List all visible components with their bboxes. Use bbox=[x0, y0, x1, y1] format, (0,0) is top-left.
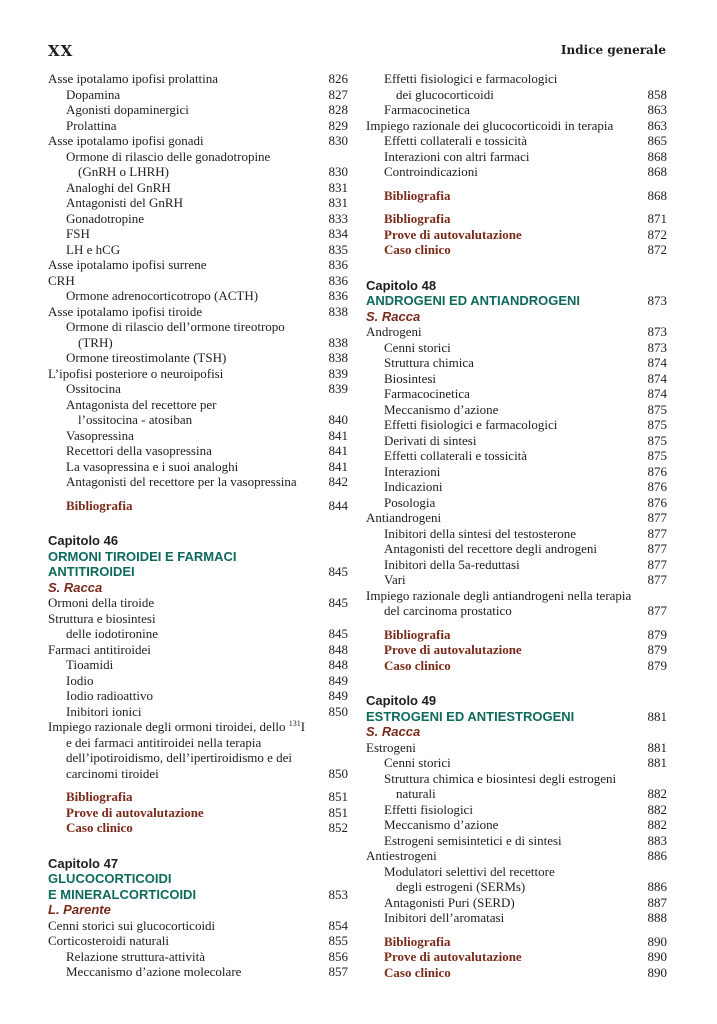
toc-entry-line: Modulatori selettivi del recettore bbox=[384, 863, 555, 879]
toc-entry[interactable]: carcinomi tiroidei 850 bbox=[66, 765, 348, 781]
bibliography-link[interactable]: Bibliografia 851 bbox=[66, 789, 348, 804]
page-ref: 855 bbox=[328, 933, 348, 948]
toc-entry[interactable]: Inibitori dell’aromatasi 888 bbox=[384, 910, 667, 925]
toc-entry[interactable]: Androgeni 873 bbox=[366, 324, 667, 339]
toc-entry[interactable]: Interazioni 876 bbox=[384, 463, 667, 479]
toc-entry[interactable]: Antagonisti del recettore per la vasopressina 842 bbox=[66, 474, 348, 489]
page-ref: 841 bbox=[328, 458, 348, 474]
page-ref: 852 bbox=[328, 820, 348, 835]
self-assessment-link[interactable]: Prove di autovalutazione 851 bbox=[66, 804, 348, 820]
page-ref: 833 bbox=[328, 210, 348, 226]
toc-right-column bbox=[366, 71, 667, 980]
toc-entry[interactable]: (TRH) 838 bbox=[78, 334, 348, 350]
toc-entry[interactable]: Estrogeni 881 bbox=[366, 739, 667, 755]
page-ref: 882 bbox=[647, 817, 667, 832]
page-number: XX bbox=[48, 42, 74, 60]
clinical-case-link[interactable]: Caso clinico 890 bbox=[384, 964, 667, 980]
clinical-case-link[interactable]: Caso clinico 872 bbox=[384, 242, 667, 257]
toc-entry[interactable]: Asse ipotalamo ipofisi tiroide 838 bbox=[48, 303, 348, 319]
toc-entry[interactable]: Recettori della vasopressina 841 bbox=[66, 443, 348, 458]
toc-entry[interactable]: Struttura chimica 874 bbox=[384, 355, 667, 370]
toc-entry-line: Struttura e biosintesi bbox=[48, 610, 156, 626]
toc-entry[interactable]: Meccanismo d’azione molecolare 857 bbox=[66, 964, 348, 979]
toc-entry[interactable]: Corticosteroidi naturali 855 bbox=[48, 933, 348, 948]
page-ref: 840 bbox=[328, 412, 348, 427]
toc-entry[interactable]: Antagonisti del recettore degli androgeni 877 bbox=[384, 541, 667, 556]
page-ref: 835 bbox=[328, 241, 348, 257]
page-ref: 873 bbox=[647, 339, 667, 355]
toc-entry-line: Struttura chimica e biosintesi degli estrogeni bbox=[384, 770, 617, 786]
bibliography-link[interactable]: Bibliografia 890 bbox=[384, 933, 667, 949]
toc-entry[interactable]: Antiestrogeni 886 bbox=[366, 848, 667, 863]
page-ref: 850 bbox=[328, 765, 348, 781]
toc-entry[interactable]: (GnRH o LHRH) 830 bbox=[78, 164, 348, 179]
toc-entry[interactable]: Gonadotropine 833 bbox=[66, 210, 348, 226]
page-ref: 836 bbox=[328, 257, 348, 272]
chapter-title[interactable]: ORMONI TIROIDEI E FARMACI bbox=[48, 548, 237, 564]
toc-entry[interactable]: Cenni storici 881 bbox=[384, 755, 667, 770]
toc-entry[interactable]: Vari 877 bbox=[384, 572, 667, 587]
toc-entry[interactable]: dei glucocorticoidi 858 bbox=[396, 86, 667, 102]
toc-entry-line: Impiego razionale degli ormoni tiroidei, dello $^{131}$I bbox=[48, 719, 306, 734]
toc-entry-line: dell’ipotiroidismo, dell’ipertiroidismo e dei bbox=[66, 750, 293, 765]
toc-entry[interactable]: Cenni storici sui glucocorticoidi 854 bbox=[48, 917, 348, 933]
toc-entry[interactable]: Farmacocinetica 863 bbox=[384, 102, 667, 117]
toc-entry[interactable]: Controindicazioni 868 bbox=[384, 164, 667, 179]
chapter-label: Capitolo 47 bbox=[48, 855, 119, 871]
toc-entry[interactable]: Interazioni con altri farmaci 868 bbox=[384, 148, 667, 164]
toc-entry[interactable]: Tioamidi 848 bbox=[66, 657, 348, 672]
page-ref: 876 bbox=[647, 479, 667, 494]
toc-entry[interactable]: Effetti collaterali e tossicità 875 bbox=[384, 448, 667, 463]
toc-entry[interactable]: Biosintesi 874 bbox=[384, 370, 667, 386]
chapter-label: Capitolo 46 bbox=[48, 533, 119, 548]
chapter-author: S. Racca bbox=[366, 308, 421, 324]
page-ref: 886 bbox=[647, 848, 667, 863]
toc-entry-line: e dei farmaci antitiroidei nella terapia bbox=[66, 734, 262, 750]
toc-entry[interactable]: Vasopressina 841 bbox=[66, 427, 348, 443]
toc-entry-line: Impiego razionale degli antiandrogeni nella terapia bbox=[366, 587, 632, 603]
toc-entry-line: Ormone di rilascio delle gonadotropine bbox=[66, 148, 271, 164]
page-ref: 826 bbox=[328, 71, 348, 86]
toc-entry[interactable]: Antiandrogeni 877 bbox=[366, 510, 667, 525]
page-ref: 868 bbox=[647, 148, 667, 164]
page-ref: 872 bbox=[647, 242, 667, 257]
page-ref: 883 bbox=[647, 832, 667, 848]
chapter-author: L. Parente bbox=[48, 902, 111, 917]
page-ref: 873 bbox=[647, 293, 667, 308]
page-ref: 829 bbox=[328, 117, 348, 133]
page-ref: 875 bbox=[647, 401, 667, 417]
page-ref: 877 bbox=[647, 603, 667, 618]
page-ref: 882 bbox=[647, 801, 667, 817]
page-ref: 874 bbox=[647, 386, 667, 401]
toc-entry-line: Antagonista del recettore per bbox=[66, 396, 217, 412]
toc-entry[interactable]: Estrogeni semisintetici e di sintesi 883 bbox=[384, 832, 667, 848]
page-ref: 890 bbox=[647, 964, 667, 980]
page-ref: 838 bbox=[328, 334, 348, 350]
toc-entry[interactable]: FSH 834 bbox=[66, 226, 348, 241]
page-ref: 875 bbox=[647, 448, 667, 463]
toc-entry[interactable]: naturali 882 bbox=[396, 786, 667, 801]
toc-entry[interactable]: Antagonisti del GnRH 831 bbox=[66, 195, 348, 210]
toc-entry[interactable]: Asse ipotalamo ipofisi prolattina 826 bbox=[48, 71, 348, 86]
page-ref: 877 bbox=[647, 525, 667, 541]
page-ref: 856 bbox=[328, 948, 348, 964]
toc-entry[interactable]: Inibitori ionici 850 bbox=[66, 703, 348, 719]
toc-entry[interactable]: Inibitori della 5a-reduttasi 877 bbox=[384, 556, 667, 572]
page-ref: 839 bbox=[328, 365, 348, 381]
toc-entry[interactable]: La vasopressina e i suoi analoghi 841 bbox=[66, 458, 348, 474]
clinical-case-link[interactable]: Caso clinico 879 bbox=[384, 657, 667, 673]
page-ref: 841 bbox=[328, 427, 348, 443]
page-ref: 828 bbox=[328, 102, 348, 117]
page-ref: 850 bbox=[328, 703, 348, 719]
page-ref: 849 bbox=[328, 672, 348, 688]
page-ref: 868 bbox=[647, 164, 667, 179]
chapter-title[interactable]: ANDROGENI ED ANTIANDROGENI 873 bbox=[366, 293, 667, 308]
page-ref: 834 bbox=[328, 226, 348, 241]
page-ref: 838 bbox=[328, 303, 348, 319]
page-ref: 879 bbox=[647, 657, 667, 673]
page-ref: 854 bbox=[328, 917, 348, 933]
page-ref: 842 bbox=[328, 474, 348, 489]
bibliography-link[interactable]: Bibliografia 868 bbox=[384, 187, 667, 203]
toc-entry[interactable]: Agonisti dopaminergici 828 bbox=[66, 102, 348, 117]
toc-entry[interactable]: Ormoni della tiroide 845 bbox=[48, 595, 348, 610]
chapter-title[interactable]: GLUCOCORTICOIDI bbox=[48, 871, 172, 886]
toc-entry[interactable]: Effetti fisiologici 882 bbox=[384, 801, 667, 817]
toc-entry[interactable]: Effetti fisiologici e farmacologici 875 bbox=[384, 417, 667, 432]
page-ref: 845 bbox=[328, 564, 348, 579]
page-ref: 888 bbox=[647, 910, 667, 925]
toc-entry[interactable]: degli estrogeni (SERMs) 886 bbox=[396, 879, 667, 894]
toc-entry[interactable]: Prolattina 829 bbox=[66, 117, 348, 133]
page-ref: 881 bbox=[647, 755, 667, 770]
page-ref: 836 bbox=[328, 272, 348, 288]
bibliography-link[interactable]: Bibliografia 879 bbox=[384, 626, 667, 642]
page-ref: 851 bbox=[328, 804, 348, 820]
toc-entry[interactable]: Indicazioni 876 bbox=[384, 479, 667, 494]
page-ref: 841 bbox=[328, 443, 348, 458]
toc-entry[interactable]: Analoghi del GnRH 831 bbox=[66, 179, 348, 195]
toc-entry[interactable]: L’ipofisi posteriore o neuroipofisi 839 bbox=[48, 365, 348, 381]
page-ref: 874 bbox=[647, 370, 667, 386]
toc-entry[interactable]: Inibitori della sintesi del testosterone 877 bbox=[384, 525, 667, 541]
page-ref: 836 bbox=[328, 288, 348, 303]
toc-entry[interactable]: Meccanismo d’azione 882 bbox=[384, 817, 667, 832]
page-ref: 844 bbox=[328, 497, 348, 513]
toc-entry[interactable]: Ossitocina 839 bbox=[66, 381, 348, 396]
page-ref: 830 bbox=[328, 133, 348, 148]
toc-entry[interactable]: l’ossitocina - atosiban 840 bbox=[78, 412, 348, 427]
toc-entry[interactable]: Asse ipotalamo ipofisi gonadi 830 bbox=[48, 133, 348, 148]
bibliography-link[interactable]: Bibliografia 844 bbox=[66, 497, 348, 513]
toc-entry[interactable]: Posologia 876 bbox=[384, 494, 667, 510]
toc-entry[interactable]: Meccanismo d’azione 875 bbox=[384, 401, 667, 417]
page-ref: 871 bbox=[647, 211, 667, 226]
toc-entry[interactable]: Ormone tireostimolante (TSH) 838 bbox=[66, 350, 348, 365]
page-ref: 830 bbox=[328, 164, 348, 179]
chapter-author: S. Racca bbox=[48, 579, 103, 595]
toc-entry[interactable]: Asse ipotalamo ipofisi surrene 836 bbox=[48, 257, 348, 272]
page-ref: 831 bbox=[328, 195, 348, 210]
toc-entry[interactable]: Dopamina 827 bbox=[66, 86, 348, 102]
page-ref: 877 bbox=[647, 556, 667, 572]
page-ref: 849 bbox=[328, 688, 348, 703]
page-ref: 890 bbox=[647, 933, 667, 949]
toc-entry[interactable]: LH e hCG 835 bbox=[66, 241, 348, 257]
toc-entry[interactable]: Farmacocinetica 874 bbox=[384, 386, 667, 401]
self-assessment-link[interactable]: Prove di autovalutazione 872 bbox=[384, 226, 667, 242]
self-assessment-link[interactable]: Prove di autovalutazione 890 bbox=[384, 949, 667, 964]
toc-entry[interactable]: CRH 836 bbox=[48, 272, 348, 288]
chapter-label: Capitolo 48 bbox=[366, 277, 437, 293]
toc-entry[interactable]: Iodio 849 bbox=[66, 672, 348, 688]
page-ref: 848 bbox=[328, 657, 348, 672]
toc-entry[interactable]: Impiego razionale dei glucocorticoidi in terapia 863 bbox=[366, 117, 667, 133]
clinical-case-link[interactable]: Caso clinico 852 bbox=[66, 820, 348, 835]
toc-entry[interactable]: Farmaci antitiroidei 848 bbox=[48, 641, 348, 657]
bibliography-link[interactable]: Bibliografia 871 bbox=[384, 211, 667, 226]
page-ref: 858 bbox=[647, 86, 667, 102]
page-ref: 838 bbox=[328, 350, 348, 365]
toc-entry[interactable]: Relazione struttura-attività 856 bbox=[66, 948, 348, 964]
page-ref: 863 bbox=[647, 102, 667, 117]
page-ref: 872 bbox=[647, 226, 667, 242]
toc-entry[interactable]: Ormone adrenocorticotropo (ACTH) 836 bbox=[66, 288, 348, 303]
page-ref: 857 bbox=[328, 964, 348, 979]
page-ref: 845 bbox=[328, 595, 348, 610]
toc-entry[interactable]: Cenni storici 873 bbox=[384, 339, 667, 355]
page-ref: 877 bbox=[647, 541, 667, 556]
self-assessment-link[interactable]: Prove di autovalutazione 879 bbox=[384, 642, 667, 657]
toc-entry[interactable]: delle iodotironine 845 bbox=[66, 626, 348, 641]
chapter-title[interactable]: E MINERALCORTICOIDI 853 bbox=[48, 886, 348, 902]
chapter-title[interactable]: ESTROGENI ED ANTIESTROGENI 881 bbox=[366, 708, 667, 724]
toc-entry[interactable]: Derivati di sintesi 875 bbox=[384, 432, 667, 448]
toc-entry[interactable]: Effetti collaterali e tossicità 865 bbox=[384, 133, 667, 148]
toc-entry[interactable]: Antagonisti Puri (SERD) 887 bbox=[384, 894, 667, 910]
toc-entry-line: Effetti fisiologici e farmacologici bbox=[384, 71, 558, 86]
page-ref: 845 bbox=[328, 626, 348, 641]
page-ref: 863 bbox=[647, 117, 667, 133]
toc-entry[interactable]: del carcinoma prostatico 877 bbox=[384, 603, 667, 618]
page-ref: 881 bbox=[647, 708, 667, 724]
page-ref: 879 bbox=[647, 626, 667, 642]
page-ref: 839 bbox=[328, 381, 348, 396]
page-ref: 876 bbox=[647, 463, 667, 479]
chapter-author: S. Racca bbox=[366, 724, 421, 739]
page-ref: 877 bbox=[647, 572, 667, 587]
page-ref: 887 bbox=[647, 894, 667, 910]
page-ref: 865 bbox=[647, 133, 667, 148]
page-ref: 879 bbox=[647, 642, 667, 657]
page-ref: 848 bbox=[328, 641, 348, 657]
page-ref: 831 bbox=[328, 179, 348, 195]
page-ref: 877 bbox=[647, 510, 667, 525]
page-ref: 890 bbox=[647, 949, 667, 964]
toc-entry[interactable]: Iodio radioattivo 849 bbox=[66, 688, 348, 703]
page-ref: 827 bbox=[328, 86, 348, 102]
page-ref: 873 bbox=[647, 324, 667, 339]
page-ref: 881 bbox=[647, 739, 667, 755]
page-ref: 886 bbox=[647, 879, 667, 894]
page-ref: 874 bbox=[647, 355, 667, 370]
page-ref: 875 bbox=[647, 432, 667, 448]
running-header: Indice generale bbox=[560, 43, 666, 57]
page-ref: 853 bbox=[328, 886, 348, 902]
page-ref: 851 bbox=[328, 789, 348, 804]
toc-entry-line: Ormone di rilascio dell’ormone tireotropo bbox=[66, 319, 285, 334]
page-ref: 876 bbox=[647, 494, 667, 510]
page-ref: 868 bbox=[647, 187, 667, 203]
toc-left-column bbox=[48, 71, 348, 980]
chapter-label: Capitolo 49 bbox=[366, 693, 437, 708]
page-ref: 882 bbox=[647, 786, 667, 801]
chapter-title[interactable]: ANTITIROIDEI 845 bbox=[48, 564, 348, 579]
page-ref: 875 bbox=[647, 417, 667, 432]
